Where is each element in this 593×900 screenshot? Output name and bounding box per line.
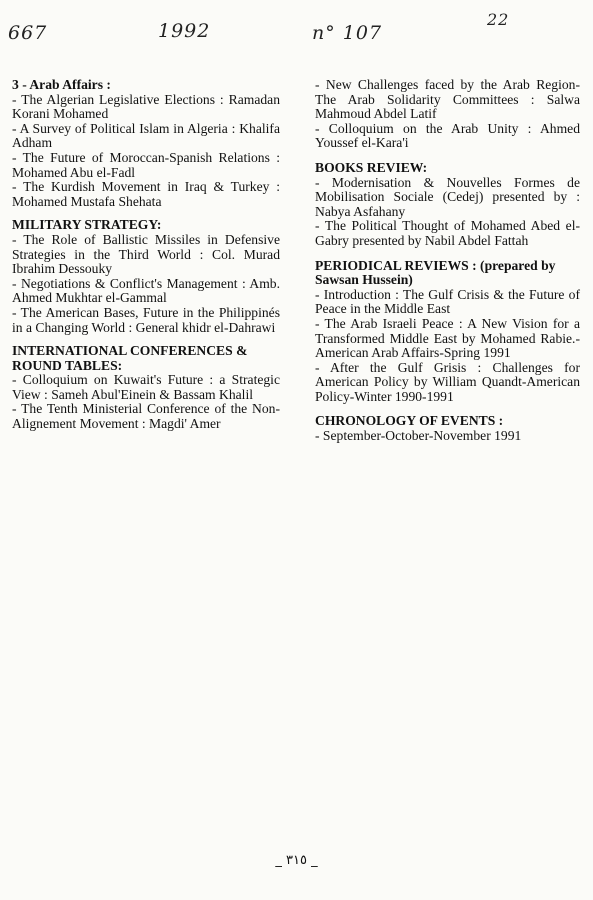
toc-entry: - The Arab Israeli Peace : A New Vision for a Transformed Middle East by Mohamed Rabie.- American Arab Affairs-Spring 1991 <box>315 315 580 361</box>
right-column <box>315 78 580 454</box>
toc-entry: - The Future of Moroccan-Spanish Relations : Mohamed Abu el-Fadl <box>12 149 280 180</box>
toc-entry: - The Role of Ballistic Missiles in Defensive Strategies in the Third World : Col. Murad Ibrahim Dessouky <box>12 231 280 277</box>
toc-entry: - Introduction : The Gulf Crisis & the Future of Peace in the Middle East <box>315 286 580 317</box>
toc-section <box>12 218 280 335</box>
section-heading: PERIODICAL REVIEWS : (prepared by Sawsan Hussein) <box>315 257 556 288</box>
toc-entry: - Colloquium on the Arab Unity : Ahmed Youssef el-Kara'i <box>315 120 580 151</box>
section-heading: 3 - Arab Affairs : <box>12 77 111 92</box>
handwritten-note: 667 <box>8 22 48 44</box>
toc-section <box>315 78 580 151</box>
toc-section <box>315 414 580 443</box>
toc-section <box>315 259 580 405</box>
toc-entry: - A Survey of Political Islam in Algeria : Khalifa Adham <box>12 120 280 151</box>
toc-entry: - Colloquium on Kuwait's Future : a Strategic View : Sameh Abul'Einein & Bassam Khalil <box>12 372 280 402</box>
toc-section <box>315 161 580 249</box>
toc-entry: - The Kurdish Movement in Iraq & Turkey : Mohamed Mustafa Shehata <box>12 179 280 209</box>
toc-entry: - After the Gulf Grisis : Challenges for American Policy by William Quandt-American Policy-Winter 1990-1991 <box>315 359 580 404</box>
section-heading: INTERNATIONAL CONFERENCES & ROUND TABLES: <box>12 343 248 373</box>
left-column <box>12 78 280 441</box>
page-number: _ ٣١٥ _ <box>275 853 318 868</box>
handwritten-mark: 22 <box>487 10 510 29</box>
section-heading: BOOKS REVIEW: <box>315 159 428 175</box>
handwritten-issue-number: n° 107 <box>312 22 383 44</box>
toc-entry: - Modernisation & Nouvelles Formes de Mobilisation Sociale (Cedej) presented by : Nabya Asfahany <box>315 174 580 219</box>
toc-entry: - The American Bases, Future in the Philippinés in a Changing World : General khidr el-Dahrawi <box>12 304 280 335</box>
toc-entry: - The Tenth Ministerial Conference of the Non-Alignement Movement : Magdi' Amer <box>12 401 280 432</box>
section-heading: CHRONOLOGY OF EVENTS : <box>315 413 504 429</box>
toc-entry: - The Political Thought of Mohamed Abed el-Gabry presented by Nabil Abdel Fattah <box>315 218 580 248</box>
handwritten-year: 1992 <box>158 20 211 42</box>
toc-section <box>12 78 280 209</box>
toc-entry: - The Algerian Legislative Elections : Ramadan Korani Mohamed <box>12 91 280 122</box>
toc-entry: - New Challenges faced by the Arab Region-The Arab Solidarity Committees : Salwa Mahmoud Abdel Latif <box>315 77 580 122</box>
section-heading: MILITARY STRATEGY: <box>12 217 162 233</box>
toc-section <box>12 344 280 432</box>
toc-entry: - Negotiations & Conflict's Management : Amb. Ahmed Mukhtar el-Gammal <box>12 275 280 306</box>
toc-entry: - September-October-November 1991 <box>315 428 522 444</box>
